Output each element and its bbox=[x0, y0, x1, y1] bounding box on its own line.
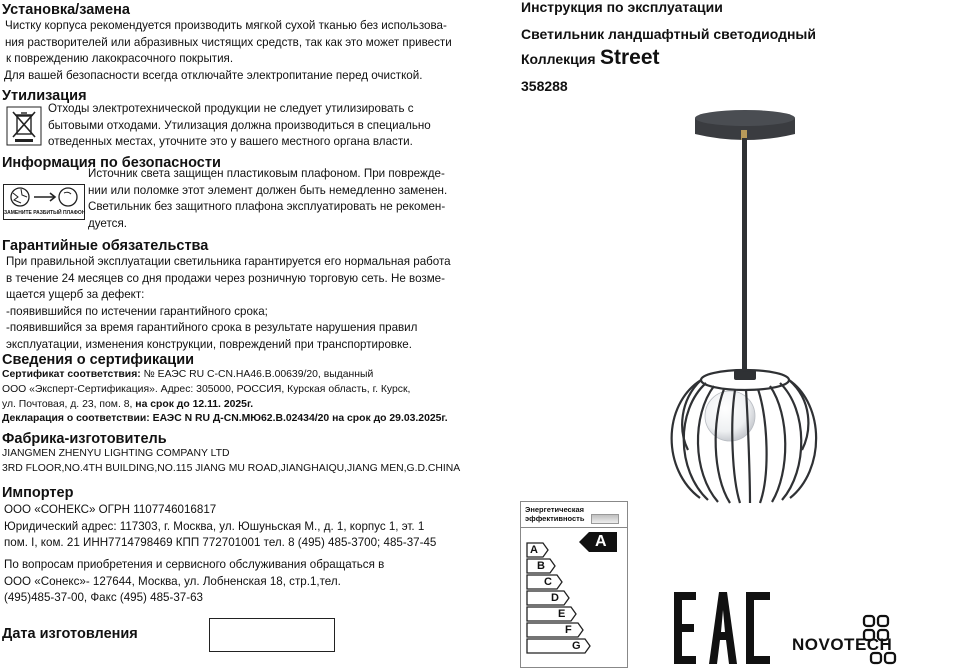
energy-class-a: A bbox=[530, 544, 538, 556]
certificate-validity: на срок до 12.11. 2025г. bbox=[135, 398, 254, 410]
energy-class-g: G bbox=[572, 640, 581, 652]
manufacturer-address: 3RD FLOOR,NO.4TH BUILDING,NO.115 JIANG MU ROAD,JIANGHAIQU,JIANG MEN,G.D.CHINA bbox=[2, 462, 461, 474]
certificate-address bbox=[2, 398, 448, 413]
safety-line: нии или поломке этот элемент должен быть немедленно заменен. bbox=[88, 183, 448, 197]
warranty-line: в течение 24 месяцев со дня продажи через розничную торговую сеть. Не возме- bbox=[6, 271, 445, 285]
eac-mark bbox=[672, 590, 772, 666]
product-subtitle: Светильник ландшафтный светодиодный bbox=[521, 26, 816, 42]
service-line: ООО «Сонекс»- 127644, Москва, ул. Лобненская 18, стр.1,тел. bbox=[4, 574, 341, 588]
certification-title: Сведения о сертификации bbox=[2, 352, 195, 368]
certificate-street: ул. Почтовая, д. 23, пом. 8, bbox=[2, 398, 136, 410]
service-line: (495)485-37-00, Факс (495) 485-37-63 bbox=[4, 591, 203, 605]
replace-shade-icon bbox=[3, 184, 85, 220]
declaration-label: Декларация о соответствии: bbox=[2, 413, 150, 425]
disposal-text bbox=[48, 101, 431, 151]
instruction-heading: Инструкция по эксплуатации bbox=[521, 0, 723, 15]
safety-line: Светильник без защитного плафона эксплуатировать не рекомен- bbox=[88, 200, 446, 214]
install-text bbox=[5, 18, 452, 84]
article-number: 358288 bbox=[521, 78, 568, 94]
service-line: По вопросам приобретения и сервисного обслуживания обращаться в bbox=[4, 558, 385, 571]
manufacturer-title: Фабрика-изготовитель bbox=[2, 431, 167, 447]
energy-label-title-line: эффективность bbox=[525, 514, 585, 523]
energy-class-d: D bbox=[551, 592, 559, 604]
disposal-line: Отходы электротехнической продукции не следует утилизировать с bbox=[48, 102, 414, 115]
warranty-line: -появившийся за время гарантийного срока в результате нарушения правил bbox=[6, 321, 418, 335]
manufacturer-name: JIANGMEN ZHENYU LIGHTING COMPANY LTD bbox=[2, 448, 230, 459]
importer-line: ООО «СОНЕКС» ОГРН 1107746016817 bbox=[4, 503, 217, 516]
manufacturer-text bbox=[2, 447, 460, 477]
certificate-line bbox=[2, 368, 448, 383]
warranty-text bbox=[6, 254, 451, 354]
certification-text bbox=[2, 368, 448, 427]
safety-title: Информация по безопасности bbox=[2, 155, 221, 171]
importer-line: пом. I, ком. 21 ИНН7714798469 КПП 772701001 тел. 8 (495) 485-3700; 485-37-45 bbox=[4, 536, 437, 550]
energy-class-c: C bbox=[544, 576, 552, 588]
warranty-line: При правильной эксплуатации светильника гарантируется его нормальная работа bbox=[6, 255, 451, 268]
manufacture-date-label: Дата изготовления bbox=[2, 626, 138, 642]
warranty-title: Гарантийные обязательства bbox=[2, 238, 209, 254]
manufacture-date-box[interactable] bbox=[209, 618, 335, 652]
collection-name: Street bbox=[599, 46, 660, 69]
warranty-line: щается ущерб за дефект: bbox=[6, 288, 145, 302]
importer-line: Юридический адрес: 117303, г. Москва, ул. Юшуньская М., д. 1, корпус 1, эт. 1 bbox=[4, 519, 425, 533]
pendant-lamp-illustration bbox=[640, 100, 850, 505]
energy-label bbox=[520, 501, 628, 668]
brand-logo bbox=[792, 612, 967, 667]
certificate-label: Сертификат соответствия: bbox=[2, 369, 141, 380]
crossed-bin-icon bbox=[6, 106, 42, 146]
declaration-line bbox=[2, 412, 448, 427]
collection-label: Коллекция bbox=[521, 51, 596, 67]
energy-class-e: E bbox=[558, 608, 566, 620]
warranty-line: -появившийся по истечении гарантийного срока; bbox=[6, 304, 268, 318]
service-text bbox=[4, 557, 384, 607]
eac-logo-icon bbox=[672, 590, 772, 666]
safety-text bbox=[88, 166, 447, 232]
install-line: Для вашей безопасности всегда отключайте электропитание перед очисткой. bbox=[4, 68, 423, 82]
certificate-issuer: ООО «Эксперт-Сертификация». Адрес: 305000, РОССИЯ, Курская область, г. Курск, bbox=[2, 383, 411, 395]
install-title: Установка/замена bbox=[2, 2, 130, 18]
importer-title: Импортер bbox=[2, 485, 74, 501]
disposal-line: отведенных местах, уточните это у вашего местного органа власти. bbox=[48, 135, 413, 149]
install-line: Чистку корпуса рекомендуется производить мягкой сухой тканью без использова- bbox=[5, 19, 447, 32]
disposal-title: Утилизация bbox=[2, 88, 87, 104]
certificate-number: № ЕАЭС RU С-CN.НА46.В.00639/20, выданный bbox=[140, 369, 374, 380]
brand-name: NOVOTECH bbox=[792, 635, 893, 654]
disposal-line: бытовыми отходами. Утилизация должна производиться в специально bbox=[48, 118, 431, 132]
install-line: к повреждению лакокрасочного покрытия. bbox=[6, 52, 234, 66]
collection-line bbox=[521, 46, 660, 70]
importer-text bbox=[4, 502, 436, 552]
energy-rating: A bbox=[595, 533, 607, 550]
energy-class-b: B bbox=[537, 560, 545, 572]
energy-class-f: F bbox=[565, 624, 572, 636]
safety-line: дуется. bbox=[88, 216, 127, 230]
safety-line: Источник света защищен пластиковым плафоном. При поврежде- bbox=[88, 167, 445, 180]
declaration-number: ЕАЭС N RU Д-CN.МЮ62.В.02434/20 на срок до 29.03.2025г. bbox=[149, 413, 448, 425]
warranty-line: эксплуатации, изменения конструкции, повреждений при транспортировке. bbox=[6, 337, 412, 351]
replace-shade-caption: ЗАМЕНИТЕ РАЗБИТЫЙ ПЛАФОН bbox=[4, 210, 86, 216]
install-line: ния растворителей или абразивных чистящих средств, так как это может привести bbox=[5, 35, 452, 49]
energy-label-title-line: Энергетическая bbox=[525, 505, 584, 514]
